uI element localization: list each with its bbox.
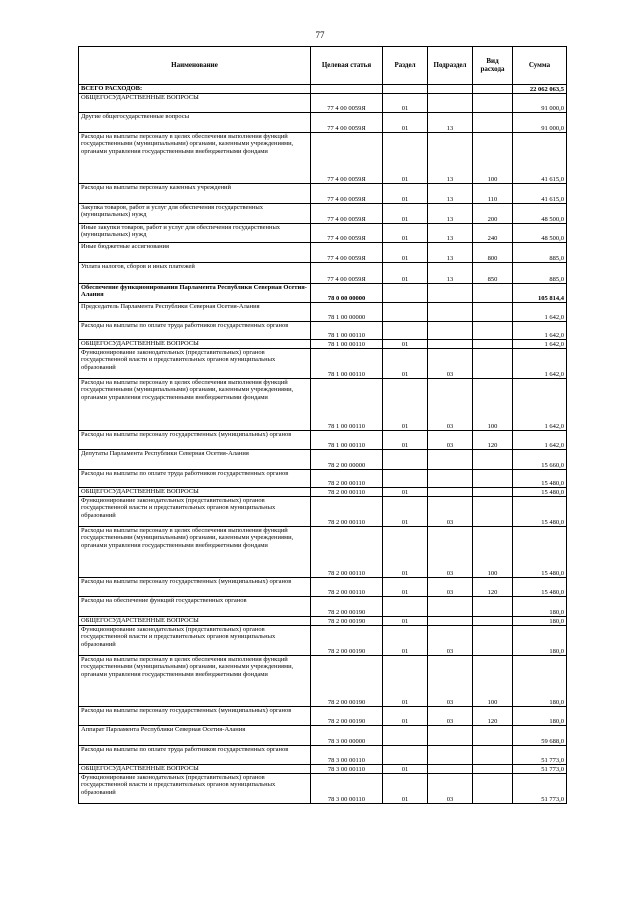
row-section: 01: [383, 617, 428, 626]
table-row: [79, 322, 567, 340]
header-name: Наименование: [79, 47, 311, 85]
row-subsection: [428, 765, 473, 774]
row-section: 01: [383, 204, 428, 224]
table-row: [79, 224, 567, 243]
row-sum: 48 500,0: [513, 224, 567, 243]
row-name: Уплата налогов, сборов и иных платежей: [79, 263, 311, 284]
row-subsection: 03: [428, 349, 473, 379]
row-subsection: [428, 284, 473, 303]
row-expense-type: [473, 322, 513, 340]
row-section: [383, 470, 428, 488]
row-sum: 41 615,0: [513, 133, 567, 184]
table-row: [79, 470, 567, 488]
row-section: 01: [383, 94, 428, 113]
row-target-article: 78 1 00 00110: [311, 379, 383, 431]
row-expense-type: [473, 113, 513, 133]
row-subsection: 03: [428, 656, 473, 707]
table-row: [79, 431, 567, 450]
row-subsection: [428, 617, 473, 626]
row-subsection: [428, 488, 473, 497]
row-subsection: 03: [428, 497, 473, 527]
row-expense-type: 120: [473, 578, 513, 597]
row-target-article: 77 4 00 0059Я: [311, 133, 383, 184]
row-expense-type: [473, 765, 513, 774]
row-expense-type: [473, 340, 513, 349]
row-target-article: 78 1 00 00110: [311, 349, 383, 379]
table-row: [79, 340, 567, 349]
row-expense-type: [473, 726, 513, 746]
row-expense-type: [473, 617, 513, 626]
row-target-article: 78 1 00 00000: [311, 303, 383, 322]
row-name: Функционирование законодательных (представительных) органов государственной власти и представительных органов муниципальных образований: [79, 349, 311, 379]
row-target-article: 78 2 00 00000: [311, 450, 383, 470]
table-row: [79, 94, 567, 113]
row-expense-type: [473, 85, 513, 94]
row-sum: 51 773,0: [513, 746, 567, 765]
row-sum: 1 642,0: [513, 322, 567, 340]
row-subsection: [428, 726, 473, 746]
row-section: 01: [383, 263, 428, 284]
row-section: [383, 450, 428, 470]
row-target-article: 77 4 00 0059Я: [311, 224, 383, 243]
table-row: [79, 746, 567, 765]
row-name: Расходы на выплаты персоналу государственных (муниципальных) органов: [79, 431, 311, 450]
row-expense-type: 120: [473, 431, 513, 450]
row-subsection: 03: [428, 707, 473, 726]
row-subsection: 13: [428, 224, 473, 243]
table-row: [79, 597, 567, 617]
table-row: [79, 263, 567, 284]
row-expense-type: [473, 488, 513, 497]
row-section: 01: [383, 379, 428, 431]
row-target-article: 78 3 00 00110: [311, 765, 383, 774]
header-subsection: Подраздел: [428, 47, 473, 85]
row-target-article: 78 2 00 00190: [311, 617, 383, 626]
row-expense-type: 100: [473, 379, 513, 431]
row-section: 01: [383, 431, 428, 450]
row-section: [383, 322, 428, 340]
table-row: [79, 349, 567, 379]
budget-table: [78, 46, 567, 804]
row-target-article: 77 4 00 0059Я: [311, 94, 383, 113]
row-target-article: 78 3 00 00000: [311, 726, 383, 746]
table-row: [79, 113, 567, 133]
row-section: 01: [383, 184, 428, 204]
row-expense-type: 850: [473, 263, 513, 284]
row-target-article: 78 1 00 00110: [311, 431, 383, 450]
row-subsection: 03: [428, 578, 473, 597]
row-expense-type: [473, 94, 513, 113]
row-section: 01: [383, 340, 428, 349]
row-subsection: [428, 746, 473, 765]
row-expense-type: [473, 284, 513, 303]
row-expense-type: [473, 349, 513, 379]
row-name: Расходы на выплаты персоналу в целях обеспечения выполнения функций государственными (муниципальными) органами, казенными учреждениями, органами управления государственными внебюджетными фондами: [79, 133, 311, 184]
row-name: Закупка товаров, работ и услуг для обеспечения государственных (муниципальных) нужд: [79, 204, 311, 224]
table-row: [79, 133, 567, 184]
row-section: 01: [383, 656, 428, 707]
row-name: Расходы на выплаты персоналу в целях обеспечения выполнения функций государственными (муниципальными) органами, казенными учреждениями, органами управления государственными внебюджетными фондами: [79, 527, 311, 578]
row-sum: 105 814,4: [513, 284, 567, 303]
row-expense-type: 100: [473, 133, 513, 184]
row-sum: 15 480,0: [513, 527, 567, 578]
row-section: 01: [383, 224, 428, 243]
table-row: [79, 488, 567, 497]
row-sum: 51 773,0: [513, 765, 567, 774]
row-target-article: 77 4 00 0059Я: [311, 243, 383, 263]
row-name: ОБЩЕГОСУДАРСТВЕННЫЕ ВОПРОСЫ: [79, 94, 311, 113]
table-row: [79, 656, 567, 707]
row-section: 01: [383, 133, 428, 184]
row-target-article: 78 3 00 00110: [311, 774, 383, 804]
row-name: ОБЩЕГОСУДАРСТВЕННЫЕ ВОПРОСЫ: [79, 340, 311, 349]
row-name: Аппарат Парламента Республики Северная Осетия-Алания: [79, 726, 311, 746]
table-row: [79, 765, 567, 774]
table-row: [79, 626, 567, 656]
header-sum: Сумма: [513, 47, 567, 85]
row-sum: 1 642,0: [513, 340, 567, 349]
row-target-article: 77 4 00 0059Я: [311, 113, 383, 133]
row-subsection: [428, 470, 473, 488]
row-subsection: 13: [428, 133, 473, 184]
row-target-article: 77 4 00 0059Я: [311, 184, 383, 204]
table-row: [79, 184, 567, 204]
row-section: 01: [383, 578, 428, 597]
row-sum: 885,0: [513, 263, 567, 284]
row-section: 01: [383, 243, 428, 263]
row-expense-type: 110: [473, 184, 513, 204]
row-subsection: 13: [428, 243, 473, 263]
row-target-article: [311, 85, 383, 94]
row-name: Иные бюджетные ассигнования: [79, 243, 311, 263]
table-row: [79, 243, 567, 263]
row-name: ОБЩЕГОСУДАРСТВЕННЫЕ ВОПРОСЫ: [79, 765, 311, 774]
row-subsection: 13: [428, 204, 473, 224]
row-subsection: [428, 340, 473, 349]
row-section: 01: [383, 349, 428, 379]
row-sum: 1 642,0: [513, 349, 567, 379]
row-sum: 180,0: [513, 656, 567, 707]
page-number: 77: [315, 30, 325, 40]
row-name: ВСЕГО РАСХОДОВ:: [79, 85, 311, 94]
row-expense-type: 120: [473, 707, 513, 726]
row-section: [383, 726, 428, 746]
row-sum: 91 000,0: [513, 94, 567, 113]
row-name: Расходы на выплаты персоналу в целях обеспечения выполнения функций государственными (муниципальными) органами, казенными учреждениями, органами управления государственными внебюджетными фондами: [79, 379, 311, 431]
row-expense-type: [473, 597, 513, 617]
row-target-article: 78 2 00 00110: [311, 578, 383, 597]
row-expense-type: [473, 626, 513, 656]
row-name: ОБЩЕГОСУДАРСТВЕННЫЕ ВОПРОСЫ: [79, 488, 311, 497]
row-name: Депутаты Парламента Республики Северная Осетия-Алания: [79, 450, 311, 470]
row-section: [383, 303, 428, 322]
row-section: [383, 746, 428, 765]
row-sum: 180,0: [513, 707, 567, 726]
row-target-article: 77 4 00 0059Я: [311, 204, 383, 224]
row-sum: 15 480,0: [513, 470, 567, 488]
row-subsection: 13: [428, 184, 473, 204]
row-name: Расходы на выплаты по оплате труда работников государственных органов: [79, 470, 311, 488]
row-target-article: 78 0 00 00000: [311, 284, 383, 303]
row-subsection: [428, 303, 473, 322]
row-subsection: [428, 597, 473, 617]
row-name: Другие общегосударственные вопросы: [79, 113, 311, 133]
row-section: 01: [383, 707, 428, 726]
table-row: [79, 303, 567, 322]
row-sum: 180,0: [513, 626, 567, 656]
row-subsection: 03: [428, 527, 473, 578]
row-name: Функционирование законодательных (представительных) органов государственной власти и представительных органов муниципальных образований: [79, 497, 311, 527]
row-target-article: 78 2 00 00190: [311, 626, 383, 656]
row-expense-type: 100: [473, 656, 513, 707]
row-subsection: 03: [428, 774, 473, 804]
row-expense-type: 100: [473, 527, 513, 578]
row-subsection: 03: [428, 626, 473, 656]
row-sum: 1 642,0: [513, 431, 567, 450]
row-section: 01: [383, 626, 428, 656]
header-target-article: Целевая статья: [311, 47, 383, 85]
row-section: 01: [383, 774, 428, 804]
row-name: Расходы на выплаты персоналу в целях обеспечения выполнения функций государственными (муниципальными) органами, казенными учреждениями, органами управления государственными внебюджетными фондами: [79, 656, 311, 707]
row-name: Функционирование законодательных (представительных) органов государственной власти и представительных органов муниципальных образований: [79, 774, 311, 804]
row-target-article: 78 1 00 00110: [311, 340, 383, 349]
row-target-article: 78 3 00 00110: [311, 746, 383, 765]
row-target-article: 78 2 00 00110: [311, 488, 383, 497]
row-target-article: 78 1 00 00110: [311, 322, 383, 340]
row-section: [383, 597, 428, 617]
row-name: Расходы на выплаты по оплате труда работников государственных органов: [79, 746, 311, 765]
row-name: ОБЩЕГОСУДАРСТВЕННЫЕ ВОПРОСЫ: [79, 617, 311, 626]
row-sum: 15 480,0: [513, 578, 567, 597]
row-target-article: 78 2 00 00190: [311, 707, 383, 726]
row-target-article: 78 2 00 00190: [311, 656, 383, 707]
row-expense-type: 240: [473, 224, 513, 243]
row-sum: 22 062 063,5: [513, 85, 567, 94]
row-sum: 885,0: [513, 243, 567, 263]
row-name: Функционирование законодательных (представительных) органов государственной власти и представительных органов муниципальных образований: [79, 626, 311, 656]
row-sum: 41 615,0: [513, 184, 567, 204]
row-name: Расходы на выплаты персоналу казенных учреждений: [79, 184, 311, 204]
row-target-article: 78 2 00 00110: [311, 527, 383, 578]
row-section: [383, 85, 428, 94]
row-subsection: [428, 450, 473, 470]
row-target-article: 77 4 00 0059Я: [311, 263, 383, 284]
row-name: Расходы на выплаты персоналу государственных (муниципальных) органов: [79, 578, 311, 597]
row-name: Расходы на выплаты персоналу государственных (муниципальных) органов: [79, 707, 311, 726]
row-target-article: 78 2 00 00190: [311, 597, 383, 617]
row-sum: 91 000,0: [513, 113, 567, 133]
row-section: [383, 284, 428, 303]
row-subsection: 03: [428, 379, 473, 431]
row-section: 01: [383, 765, 428, 774]
table-row: [79, 578, 567, 597]
row-subsection: 03: [428, 431, 473, 450]
row-expense-type: [473, 303, 513, 322]
row-sum: 1 642,0: [513, 303, 567, 322]
row-subsection: [428, 322, 473, 340]
header-section: Раздел: [383, 47, 428, 85]
row-section: 01: [383, 497, 428, 527]
row-sum: 180,0: [513, 597, 567, 617]
row-target-article: 78 2 00 00110: [311, 470, 383, 488]
table-row: [79, 617, 567, 626]
row-expense-type: 800: [473, 243, 513, 263]
table-row: [79, 497, 567, 527]
row-subsection: [428, 94, 473, 113]
row-name: Председатель Парламента Республики Северная Осетия-Алания: [79, 303, 311, 322]
table-row: [79, 726, 567, 746]
table-row: [79, 707, 567, 726]
row-expense-type: [473, 774, 513, 804]
row-subsection: 13: [428, 263, 473, 284]
table-row: [79, 450, 567, 470]
row-sum: 180,0: [513, 617, 567, 626]
row-expense-type: [473, 470, 513, 488]
row-section: 01: [383, 527, 428, 578]
table-row: [79, 774, 567, 804]
row-section: 01: [383, 488, 428, 497]
row-sum: 48 500,0: [513, 204, 567, 224]
table-row: [79, 204, 567, 224]
row-sum: 15 480,0: [513, 488, 567, 497]
row-target-article: 78 2 00 00110: [311, 497, 383, 527]
row-expense-type: [473, 497, 513, 527]
table-row: [79, 379, 567, 431]
table-row: [79, 527, 567, 578]
row-name: Обеспечение функционирования Парламента Республики Северная Осетия-Алания: [79, 284, 311, 303]
header-expense-type: Вид расхода: [473, 47, 513, 85]
row-name: Расходы на выплаты по оплате труда работников государственных органов: [79, 322, 311, 340]
table-row: [79, 85, 567, 94]
row-sum: 15 480,0: [513, 497, 567, 527]
row-sum: 1 642,0: [513, 379, 567, 431]
row-section: 01: [383, 113, 428, 133]
row-sum: 15 660,0: [513, 450, 567, 470]
row-expense-type: [473, 450, 513, 470]
row-sum: 59 688,0: [513, 726, 567, 746]
row-expense-type: [473, 746, 513, 765]
row-name: Иные закупки товаров, работ и услуг для обеспечения государственных (муниципальных) нужд: [79, 224, 311, 243]
row-expense-type: 200: [473, 204, 513, 224]
row-subsection: [428, 85, 473, 94]
row-name: Расходы на обеспечение функций государственных органов: [79, 597, 311, 617]
table-header-row: [79, 47, 567, 85]
row-subsection: 13: [428, 113, 473, 133]
table-row: [79, 284, 567, 303]
row-sum: 51 773,0: [513, 774, 567, 804]
